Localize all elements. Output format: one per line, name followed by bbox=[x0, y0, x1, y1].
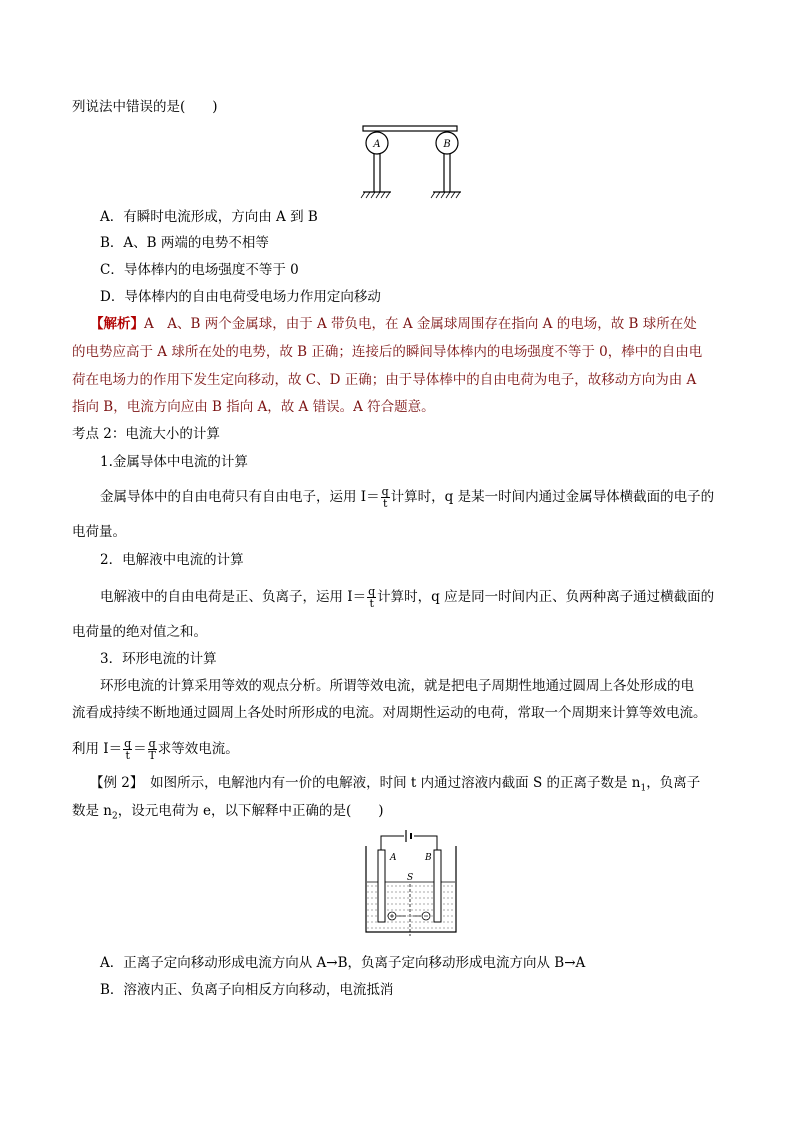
analysis-line-4: 指向 B，电流方向应由 B 指向 A，故 A 错误。A 符合题意。 bbox=[72, 399, 435, 415]
electrolytic-cell-figure bbox=[360, 828, 462, 938]
analysis-line-1: 【解析】A A、B 两个金属球，由于 A 带负电，在 A 金属球周围存在指向 A 的电场，故 B 球所在处 bbox=[90, 316, 697, 332]
subsection-1-title: 1.金属导体中电流的计算 bbox=[100, 454, 248, 470]
example-option-a: A．正离子定向移动形成电流方向从 A→B，负离子定向移动形成电流方向从 B→A bbox=[100, 955, 586, 971]
question-stem: 列说法中错误的是( ) bbox=[72, 99, 218, 115]
analysis-line-2: 的电势应高于 A 球所在处的电势，故 B 正确；连接后的瞬间导体棒内的电场强度不等于 0，棒中的自由电 bbox=[72, 344, 703, 360]
subsection-3-text-2: 流看成持续不断地通过圆周上各处时所形成的电流。对周期性运动的电荷，常取一个周期来计算等效电流。 bbox=[72, 705, 707, 721]
electrode-a-label: A bbox=[390, 853, 397, 863]
subsection-3-title: 3．环形电流的计算 bbox=[100, 651, 217, 667]
section-s-label: S bbox=[407, 873, 414, 883]
subsection-2-text: 电解液中的自由电荷是正、负离子，运用 I＝ $\frac{q}{t}$ 计算时，q 应是同一时间内正、负两种离子通过横截面的 bbox=[100, 585, 715, 610]
section-title: 考点 2：电流大小的计算 bbox=[72, 426, 220, 442]
subsection-2-text-2: 电荷量的绝对值之和。 bbox=[72, 624, 207, 640]
option-b: B．A、B 两端的电势不相等 bbox=[100, 235, 269, 251]
option-c: C．导体棒内的电场强度不等于 0 bbox=[100, 262, 299, 278]
sphere-a-label: A bbox=[373, 139, 381, 150]
option-a: A．有瞬时电流形成，方向由 A 到 B bbox=[100, 209, 318, 225]
analysis-tag: 【解析】 bbox=[90, 316, 144, 332]
two-spheres-figure bbox=[355, 122, 465, 200]
analysis-line-3: 荷在电场力的作用下发生定向移动，故 C、D 正确；由于导体棒中的自由电荷为电子，故移动方向为由 A bbox=[72, 372, 697, 388]
subsection-3-formula: 利用 I＝ $\frac{q}{t}$ ＝ $\frac{q}{T}$ 求等效电流。 bbox=[72, 737, 239, 762]
subsection-3-text-1: 环形电流的计算采用等效的观点分析。所谓等效电流，就是把电子周期性地通过圆周上各处形成的电 bbox=[100, 678, 694, 694]
example-2-line-2: 数是 $n_2$，设元电荷为 e，以下解释中正确的是( ) bbox=[72, 803, 384, 822]
subsection-1-text-2: 电荷量。 bbox=[72, 524, 126, 540]
subsection-2-title: 2．电解液中电流的计算 bbox=[100, 552, 244, 568]
electrode-b-label: B bbox=[425, 853, 432, 863]
example-2-line-1: 【例 2】 如图所示，电解池内有一价的电解液，时间 t 内通过溶液内截面 S 的正离子数是 $n_1$，负离子 bbox=[90, 775, 701, 794]
example-tag: 【例 2】 bbox=[90, 775, 137, 791]
sphere-b-label: B bbox=[443, 139, 451, 150]
example-option-b: B．溶液内正、负离子向相反方向移动，电流抵消 bbox=[100, 982, 394, 998]
option-d: D．导体棒内的自由电荷受电场力作用定向移动 bbox=[100, 289, 381, 305]
subsection-1-text: 金属导体中的自由电荷只有自由电子，运用 I＝ $\frac{q}{t}$ 计算时，q 是某一时间内通过金属导体横截面的电子的 bbox=[100, 485, 715, 510]
